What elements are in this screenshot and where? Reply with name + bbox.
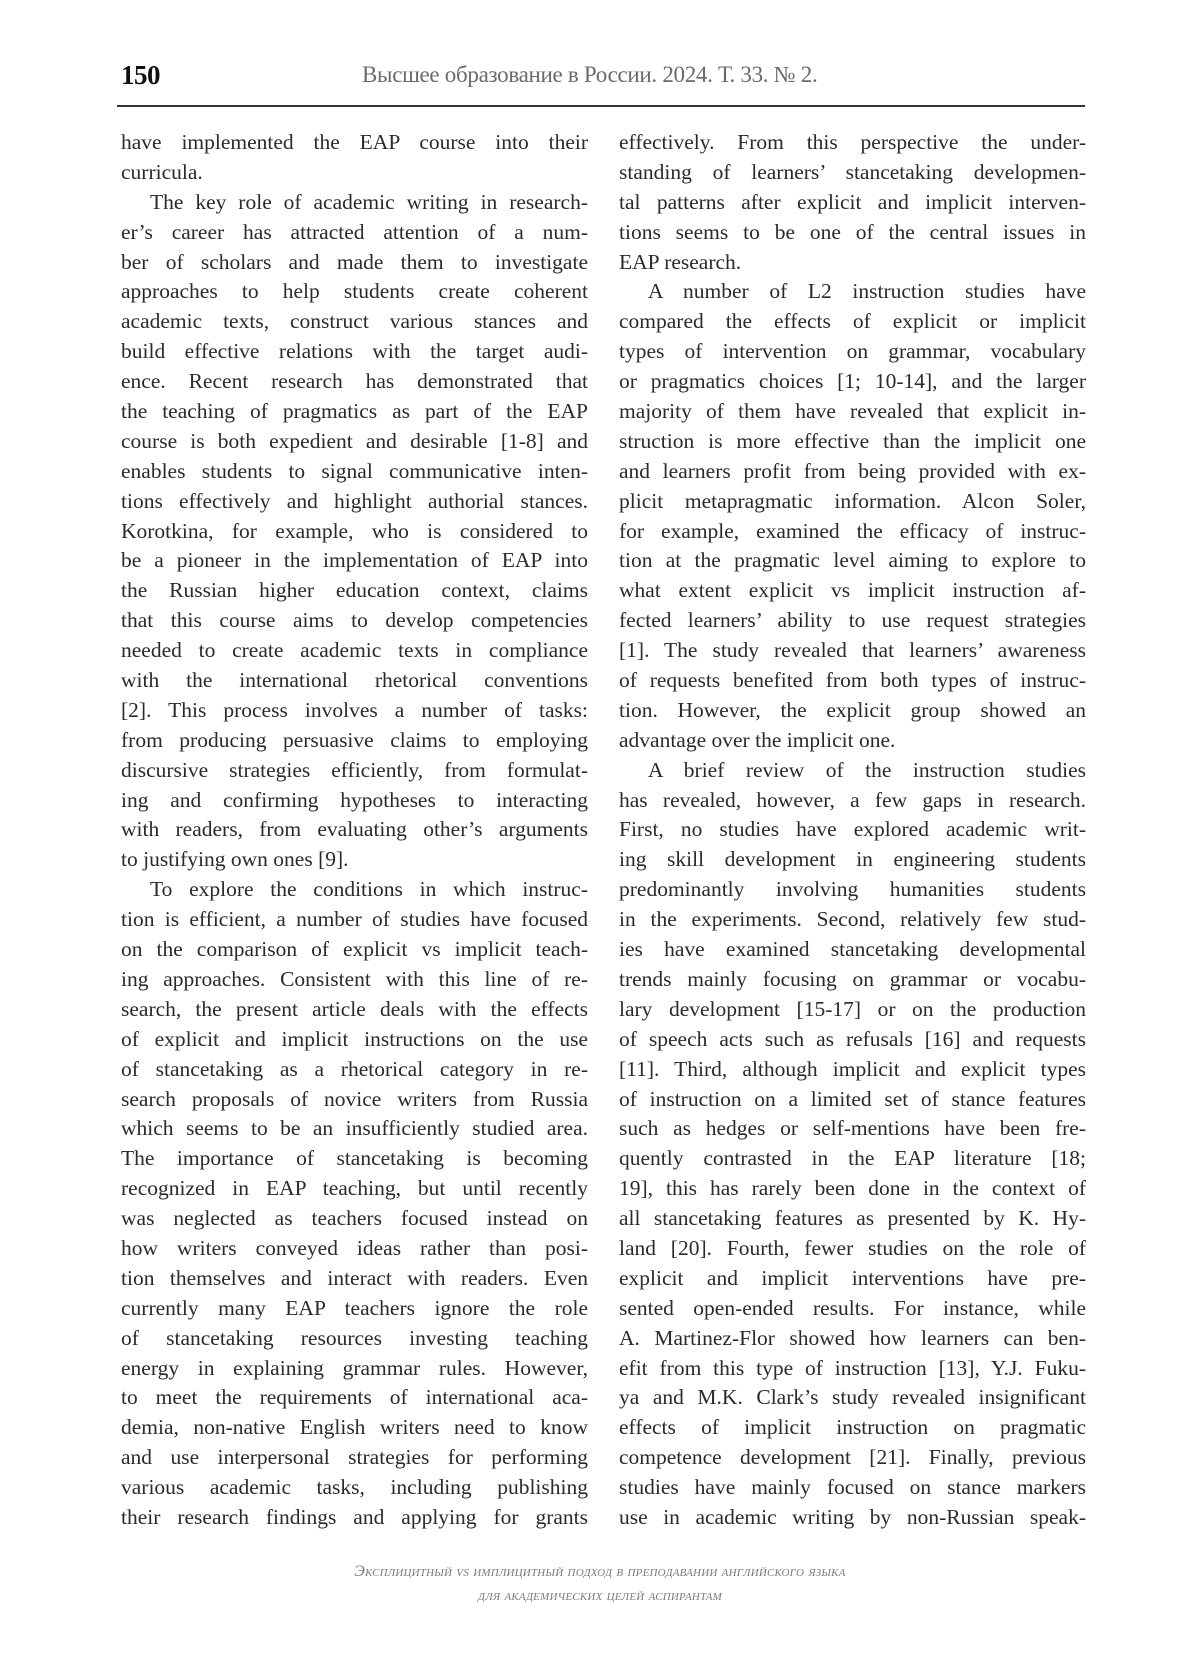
text-line: ya and M.K. Clark’s study revealed insignificant	[619, 1385, 1086, 1410]
text-line: use in academic writing by non-Russian speak-	[619, 1504, 1086, 1529]
text-line: standing of learners’ stancetaking developmen-	[619, 159, 1086, 184]
text-line: ing approaches. Consistent with this line of re-	[121, 966, 588, 991]
text-line: fected learners’ ability to use request strategies	[619, 608, 1086, 633]
text-line: EAP research.	[619, 249, 742, 274]
text-line: needed to create academic texts in compliance	[121, 638, 588, 663]
text-line: ber of scholars and made them to investigate	[121, 249, 588, 274]
text-line: efit from this type of instruction [13], Y.J. Fuku-	[619, 1355, 1086, 1380]
text-line: ence. Recent research has demonstrated that	[121, 369, 588, 394]
text-line: compared the effects of explicit or implicit	[619, 309, 1086, 334]
text-line: of stancetaking resources investing teaching	[121, 1325, 588, 1350]
text-line: or pragmatics choices [1; 10-14], and the larger	[619, 369, 1086, 394]
text-line: and learners profit from being provided with ex-	[619, 458, 1086, 483]
text-line: effects of implicit instruction on pragmatic	[619, 1415, 1086, 1440]
text-line: ies have examined stancetaking developmental	[619, 937, 1086, 962]
text-line: Korotkina, for example, who is considered to	[121, 518, 588, 543]
text-line: struction is more effective than the implicit one	[619, 428, 1086, 453]
text-line: discursive strategies efficiently, from formulat-	[121, 757, 588, 782]
text-line: types of intervention on grammar, vocabulary	[619, 339, 1086, 364]
text-line: 19], this has rarely been done in the context of	[619, 1176, 1086, 1201]
text-line: of speech acts such as refusals [16] and requests	[619, 1026, 1086, 1051]
text-line: tion at the pragmatic level aiming to explore to	[619, 548, 1086, 573]
text-line: [2]. This process involves a number of tasks:	[121, 697, 588, 722]
text-line: ing skill development in engineering students	[619, 847, 1086, 872]
footer-title-line-1: Эксплицитный vs имплицитный подход в преподавании английского языка	[354, 1563, 846, 1580]
running-footer	[0, 1560, 1200, 1608]
text-line: The importance of stancetaking is becoming	[121, 1146, 588, 1171]
footer-title-line-2: для академических целей аспирантам	[478, 1587, 722, 1604]
text-line: and use interpersonal strategies for performing	[121, 1445, 588, 1470]
text-line: in the experiments. Second, relatively few stud-	[619, 907, 1086, 932]
text-line: tions seems to be one of the central issues in	[619, 219, 1086, 244]
text-line: enables students to signal communicative inten-	[121, 458, 588, 483]
text-line: be a pioneer in the implementation of EAP into	[121, 548, 588, 573]
text-line: tion themselves and interact with readers. Even	[121, 1265, 588, 1290]
text-line: land [20]. Fourth, fewer studies on the role of	[619, 1235, 1086, 1260]
text-line: ing and confirming hypotheses to interacting	[121, 787, 588, 812]
text-line: have implemented the EAP course into their	[121, 130, 588, 154]
text-line: studies have mainly focused on stance markers	[619, 1475, 1086, 1500]
journal-reference: Высшее образование в России. 2024. Т. 33. № 2.	[362, 62, 818, 87]
text-line: To explore the conditions in which instruc-	[150, 877, 588, 902]
text-line: First, no studies have explored academic writ-	[619, 817, 1086, 842]
text-line: has revealed, however, a few gaps in research.	[619, 787, 1086, 812]
text-line: demia, non-native English writers need to know	[121, 1415, 588, 1440]
text-line: lary development [15-17] or on the production	[619, 996, 1086, 1021]
text-line: all stancetaking features as presented by K. Hy-	[619, 1206, 1086, 1231]
text-line: of instruction on a limited set of stance features	[619, 1086, 1086, 1111]
text-line: for example, examined the efficacy of instruc-	[619, 518, 1086, 543]
text-line: course is both expedient and desirable [1-8] and	[121, 428, 588, 453]
text-line: with readers, from evaluating other’s arguments	[121, 817, 588, 842]
right-column	[619, 128, 1086, 1533]
text-line: A. Martinez-Flor showed how learners can ben-	[619, 1325, 1086, 1350]
text-line: how writers conveyed ideas rather than posi-	[121, 1235, 588, 1260]
text-line: various academic tasks, including publishing	[121, 1475, 588, 1500]
left-column	[121, 128, 588, 1533]
header-rule	[117, 105, 1085, 107]
text-line: The key role of academic writing in research-	[150, 189, 588, 214]
text-line: competence development [21]. Finally, previous	[619, 1445, 1086, 1470]
text-line: was neglected as teachers focused instead on	[121, 1206, 588, 1231]
text-line: tion. However, the explicit group showed an	[619, 697, 1086, 722]
page-number: 150	[121, 60, 160, 90]
text-line: majority of them have revealed that explicit in-	[619, 399, 1086, 424]
text-line: their research findings and applying for grants	[121, 1504, 588, 1529]
text-line: tion is efficient, a number of studies have focused	[121, 907, 588, 932]
text-line: with the international rhetorical conventions	[121, 668, 588, 693]
text-line: advantage over the implicit one.	[619, 727, 896, 752]
text-line: trends mainly focusing on grammar or vocabu-	[619, 966, 1086, 991]
text-line: search proposals of novice writers from Russia	[121, 1086, 588, 1111]
text-line: sented open-ended results. For instance, while	[619, 1295, 1086, 1320]
text-line: which seems to be an insufficiently studied area.	[121, 1116, 588, 1141]
text-line: such as hedges or self-mentions have been fre-	[619, 1116, 1086, 1141]
text-line: [11]. Third, although implicit and explicit types	[619, 1056, 1086, 1081]
text-line: academic texts, construct various stances and	[121, 309, 588, 334]
text-line: effectively. From this perspective the under-	[619, 130, 1086, 154]
text-line: the teaching of pragmatics as part of the EAP	[121, 399, 588, 424]
text-line: of explicit and implicit instructions on the use	[121, 1026, 588, 1051]
text-line: explicit and implicit interventions have pre-	[619, 1265, 1086, 1290]
text-line: what extent explicit vs implicit instruction af-	[619, 578, 1086, 603]
text-line: that this course aims to develop competencies	[121, 608, 588, 633]
text-line: from producing persuasive claims to employing	[121, 727, 588, 752]
text-line: curricula.	[121, 159, 203, 184]
text-line: currently many EAP teachers ignore the role	[121, 1295, 588, 1320]
text-line: A brief review of the instruction studies	[648, 757, 1086, 782]
text-line: er’s career has attracted attention of a num-	[121, 219, 588, 244]
text-line: quently contrasted in the EAP literature [18;	[619, 1146, 1086, 1171]
text-line: approaches to help students create coherent	[121, 279, 588, 304]
text-line: predominantly involving humanities students	[619, 877, 1086, 902]
text-line: to meet the requirements of international aca-	[121, 1385, 588, 1410]
text-line: plicit metapragmatic information. Alcon Soler,	[619, 488, 1086, 513]
text-line: tions effectively and highlight authorial stances.	[121, 488, 588, 513]
text-line: to justifying own ones [9].	[121, 847, 349, 872]
text-line: build effective relations with the target audi-	[121, 339, 588, 364]
text-line: of stancetaking as a rhetorical category in re-	[121, 1056, 588, 1081]
text-line: energy in explaining grammar rules. However,	[121, 1355, 588, 1380]
text-line: tal patterns after explicit and implicit interven-	[619, 189, 1086, 214]
text-line: of requests benefited from both types of instruc-	[619, 668, 1086, 693]
text-line: recognized in EAP teaching, but until recently	[121, 1176, 588, 1201]
text-line: A number of L2 instruction studies have	[648, 279, 1086, 304]
running-head	[117, 58, 1085, 98]
text-line: on the comparison of explicit vs implicit teach-	[121, 937, 588, 962]
text-line: the Russian higher education context, claims	[121, 578, 588, 603]
text-line: search, the present article deals with the effects	[121, 996, 588, 1021]
text-line: [1]. The study revealed that learners’ awareness	[619, 638, 1086, 663]
